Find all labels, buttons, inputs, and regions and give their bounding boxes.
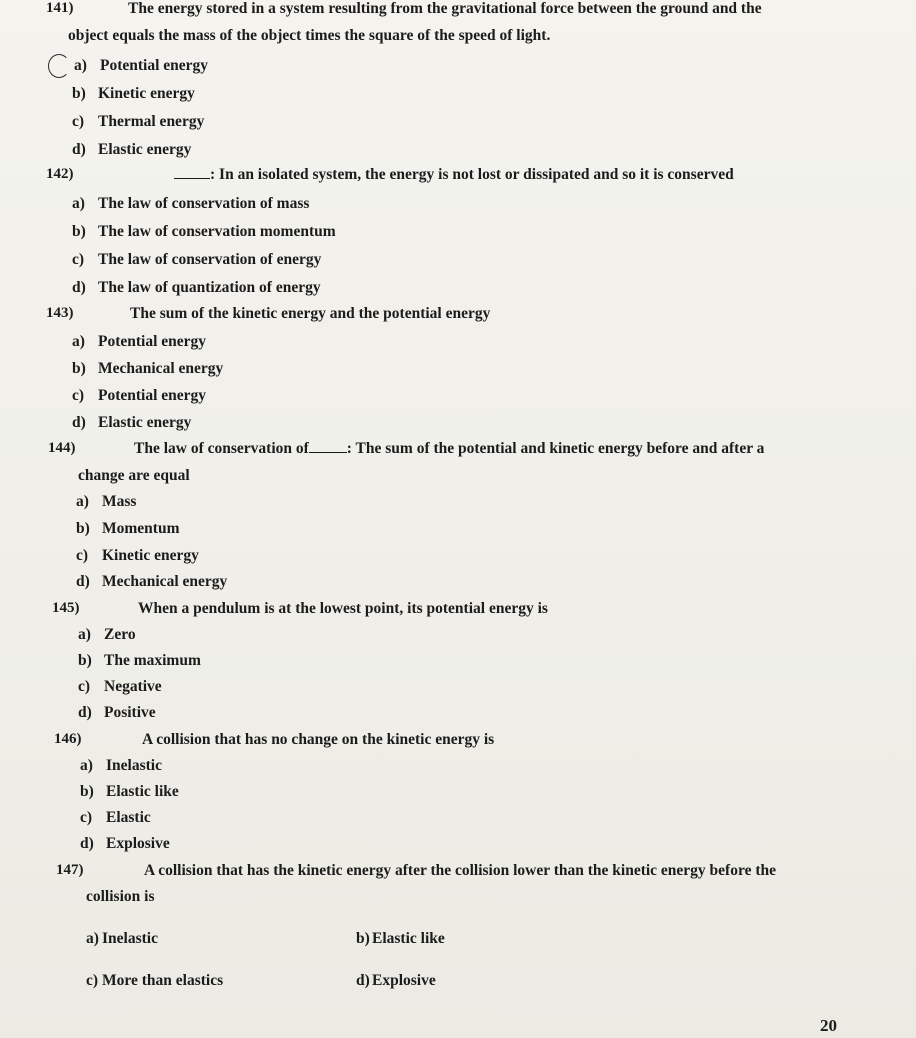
option-text: Potential energy — [100, 57, 209, 74]
question-144-text-before-blank: The law of conservation of — [134, 440, 309, 457]
question-147-text-line2: collision is — [86, 888, 155, 905]
option-letter: d) — [78, 704, 92, 721]
question-145-option-c[interactable] — [78, 678, 162, 696]
question-142-option-c[interactable] — [72, 251, 321, 269]
question-143-number: 143) — [46, 305, 74, 321]
option-text: The law of quantization of energy — [98, 279, 321, 296]
option-text: Elastic energy — [98, 414, 192, 431]
option-letter: c) — [78, 678, 91, 695]
question-145-option-b[interactable] — [78, 652, 201, 670]
option-letter: b) — [356, 930, 370, 947]
option-text: Explosive — [372, 972, 436, 989]
answer-circle-mark — [48, 54, 70, 78]
question-143-option-c[interactable] — [72, 387, 206, 405]
question-143-text: The sum of the kinetic energy and the potential energy — [130, 305, 491, 322]
option-text: Elastic like — [106, 783, 179, 800]
question-141-text-line2: object equals the mass of the object times the square of the speed of light. — [68, 27, 551, 44]
option-text: Elastic — [106, 809, 151, 826]
option-text: The law of conservation of energy — [98, 251, 322, 268]
option-text: The maximum — [104, 652, 201, 669]
option-letter: a) — [78, 626, 91, 643]
question-146-option-d[interactable] — [80, 835, 170, 853]
question-144-text-line2: change are equal — [78, 467, 190, 484]
question-145-number: 145) — [52, 600, 80, 616]
question-146-option-a[interactable] — [80, 757, 162, 775]
question-142-text-after-blank: : In an isolated system, the energy is not lost or dissipated and so it is conserved — [210, 166, 734, 183]
question-144-number: 144) — [48, 440, 76, 456]
question-147-option-c[interactable] — [86, 972, 223, 990]
question-146-option-c[interactable] — [80, 809, 151, 827]
option-letter: b) — [72, 360, 86, 377]
option-letter: a) — [76, 493, 89, 510]
option-letter: d) — [72, 279, 86, 296]
question-146-number: 146) — [54, 731, 82, 747]
option-text: Zero — [104, 626, 136, 643]
option-text: Momentum — [102, 520, 180, 537]
question-142-number: 142) — [46, 166, 74, 182]
option-text: Kinetic energy — [98, 85, 195, 102]
question-145-option-a[interactable] — [78, 626, 136, 644]
option-letter: c) — [72, 113, 85, 130]
question-141-number: 141) — [46, 0, 74, 16]
option-text: Positive — [104, 704, 156, 721]
option-letter: b) — [78, 652, 92, 669]
question-143-option-d[interactable] — [72, 414, 191, 432]
option-letter: c) — [86, 972, 99, 989]
question-141-option-d[interactable] — [72, 141, 191, 159]
question-147-option-d[interactable] — [356, 972, 436, 990]
option-letter: b) — [72, 223, 86, 240]
option-text: Mechanical energy — [98, 360, 224, 377]
question-142-text — [174, 166, 734, 184]
question-147-text-line1: A collision that has the kinetic energy after the collision lower than the kinetic energy before the — [144, 862, 776, 879]
option-text: Potential energy — [98, 387, 207, 404]
option-letter: a) — [72, 333, 85, 350]
question-144-option-d[interactable] — [76, 573, 227, 591]
question-144-option-b[interactable] — [76, 520, 180, 538]
question-142-option-a[interactable] — [72, 195, 309, 213]
question-144-text-after-blank: : The sum of the potential and kinetic energy before and after a — [346, 440, 765, 457]
option-letter: c) — [72, 387, 85, 404]
option-text: Thermal energy — [98, 113, 205, 130]
question-147-number: 147) — [56, 862, 84, 878]
option-text: The law of conservation of mass — [98, 195, 310, 212]
option-text: Negative — [104, 678, 162, 695]
option-text: The law of conservation momentum — [98, 223, 336, 240]
option-letter: a) — [80, 757, 93, 774]
page-number: 20 — [820, 1016, 837, 1035]
question-141-option-c[interactable] — [72, 113, 204, 131]
option-text: Potential energy — [98, 333, 207, 350]
option-text: More than elastics — [102, 972, 224, 989]
option-letter: d) — [356, 972, 370, 989]
option-letter: d) — [80, 835, 94, 852]
option-letter: c) — [76, 547, 89, 564]
option-text: Elastic like — [372, 930, 445, 947]
question-141-text-line1: The energy stored in a system resulting from the gravitational force between the ground and the — [128, 0, 762, 17]
question-143-option-a[interactable] — [72, 333, 206, 351]
question-141-option-a[interactable] — [74, 57, 208, 75]
option-letter: c) — [72, 251, 85, 268]
question-146-option-b[interactable] — [80, 783, 179, 801]
answer-blank[interactable] — [309, 440, 347, 453]
option-text: Mass — [102, 493, 137, 510]
question-145-text: When a pendulum is at the lowest point, its potential energy is — [138, 600, 548, 617]
question-145-option-d[interactable] — [78, 704, 156, 722]
question-144-text-line1 — [134, 440, 764, 458]
question-147-option-b[interactable] — [356, 930, 445, 948]
option-letter: c) — [80, 809, 93, 826]
option-letter: d) — [72, 141, 86, 158]
option-letter: d) — [76, 573, 90, 590]
option-text: Inelastic — [102, 930, 158, 947]
option-text: Inelastic — [106, 757, 162, 774]
question-147-option-a[interactable] — [86, 930, 158, 948]
option-letter: a) — [86, 930, 99, 947]
option-letter: a) — [74, 57, 87, 74]
question-143-option-b[interactable] — [72, 360, 223, 378]
option-letter: d) — [72, 414, 86, 431]
question-142-option-d[interactable] — [72, 279, 321, 297]
option-letter: b) — [80, 783, 94, 800]
answer-blank[interactable] — [174, 166, 210, 179]
option-text: Kinetic energy — [102, 547, 199, 564]
question-142-option-b[interactable] — [72, 223, 336, 241]
option-text: Elastic energy — [98, 141, 192, 158]
option-text: Mechanical energy — [102, 573, 228, 590]
question-146-text: A collision that has no change on the kinetic energy is — [142, 731, 495, 748]
question-144-option-c[interactable] — [76, 547, 199, 565]
option-letter: b) — [72, 85, 86, 102]
option-letter: b) — [76, 520, 90, 537]
option-letter: a) — [72, 195, 85, 212]
option-text: Explosive — [106, 835, 170, 852]
question-141-option-b[interactable] — [72, 85, 195, 103]
question-144-option-a[interactable] — [76, 493, 136, 511]
